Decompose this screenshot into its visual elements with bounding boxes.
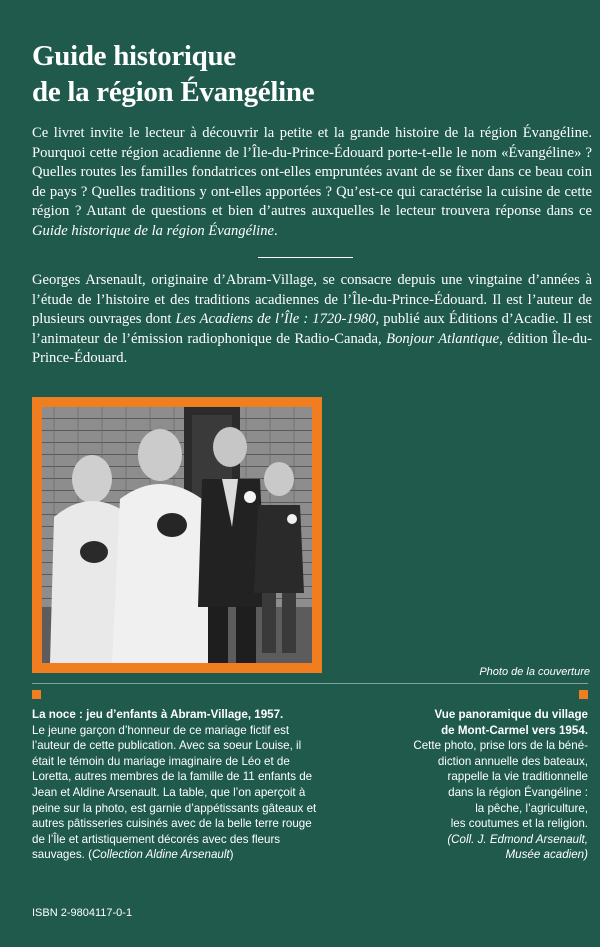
left-photo-caption (32, 707, 322, 863)
photo-credit: Photo de la couverture (479, 666, 590, 678)
right-caption-marker (579, 690, 588, 699)
bio-part-3: , édition Île-du-Prince-Édouard. (32, 330, 592, 367)
left-caption-heading: La noce : jeu d’enfants à Abram-Village, 1957. (32, 708, 284, 721)
caption-rule (32, 683, 588, 684)
isbn-number: ISBN 2-9804117-0-1 (32, 907, 133, 919)
blurb-paragraph (32, 124, 592, 242)
section-divider (258, 257, 353, 258)
left-caption-marker (32, 690, 41, 699)
bio-part-2: , publié aux Éditions d’Acadie. Il est l’animateur de l’émission radiophonique de Radio-Canada, (32, 311, 592, 347)
right-photo-caption (338, 707, 588, 863)
wedding-photo (42, 407, 312, 663)
author-bio (32, 271, 592, 369)
bio-show-title: Bonjour Atlantique (386, 330, 500, 347)
blurb-end: . (273, 222, 278, 239)
bio-book-title: Les Acadiens de l’Île : 1720-1980 (175, 311, 376, 328)
right-caption-heading-1: Vue panoramique du village (434, 708, 588, 721)
right-caption-line: diction annuelle des bateaux, (437, 754, 588, 768)
title-line-1: Guide historique (32, 40, 236, 72)
right-caption-line: les coutumes et la religion. (450, 817, 588, 831)
left-caption-body: Le jeune garçon d’honneur de ce mariage fictif est l’auteur de cette publication. Avec sa soeur Louise, il était le témoin du mariage imaginaire de Léo et de Loretta, autres membres de la famille de 11 enfants de Jean et Aldine Arsenault. La table, que l’on aperçoit à peine sur la photo, est garnie d’appétissants gâteaux et autres pâtisseries cuisinés avec de la belle terre rouge de l’Île et artistiquement décorés avec des fleurs sauvages. ( (32, 723, 317, 862)
right-caption-collection-2: Musée acadien) (505, 848, 588, 862)
book-title (32, 38, 314, 110)
left-caption-collection: Collection Aldine Arsenault (91, 848, 230, 862)
wedding-photo-image (42, 407, 312, 663)
photo-frame (32, 397, 322, 673)
bio-part-1: Georges Arsenault, originaire d’Abram-Village, se consacre depuis une vingtaine d’années à l’étude de l’histoire et des traditions acadiennes de l’Île-du-Prince-Édouard. Il est l’auteur de plusieurs ouvrages dont (32, 272, 592, 328)
right-caption-line: rappelle la vie traditionnelle (447, 770, 588, 784)
right-caption-line: Cette photo, prise lors de la béné- (413, 739, 588, 753)
left-caption-close: ) (229, 848, 234, 862)
right-caption-line: la pêche, l’agriculture, (475, 801, 588, 815)
blurb-text: Ce livret invite le lecteur à découvrir la petite et la grande histoire de la région Évangéline. Pourquoi cette région acadienne de l’Île-du-Prince-Édouard porte-t-elle le nom «Évangéline» ? Quelles routes les familles fondatrices ont-elles empruntées avant de se fixer dans ce beau coin de pays ? Quelles traditions y ont-elles apportées ? Qu’est-ce qui caractérise la cuisine de cette région ? Autant de questions et bien d’autres auxquelles le lecteur trouvera réponse dans ce (32, 125, 592, 220)
right-caption-line: dans la région Évangéline : (448, 785, 588, 799)
blurb-italic-title: Guide historique de la région Évangéline (32, 222, 274, 239)
right-caption-collection-1: (Coll. J. Edmond Arsenault, (447, 832, 588, 846)
right-caption-heading-2: de Mont-Carmel vers 1954. (441, 723, 588, 737)
title-line-2: de la région Évangéline (32, 76, 315, 108)
